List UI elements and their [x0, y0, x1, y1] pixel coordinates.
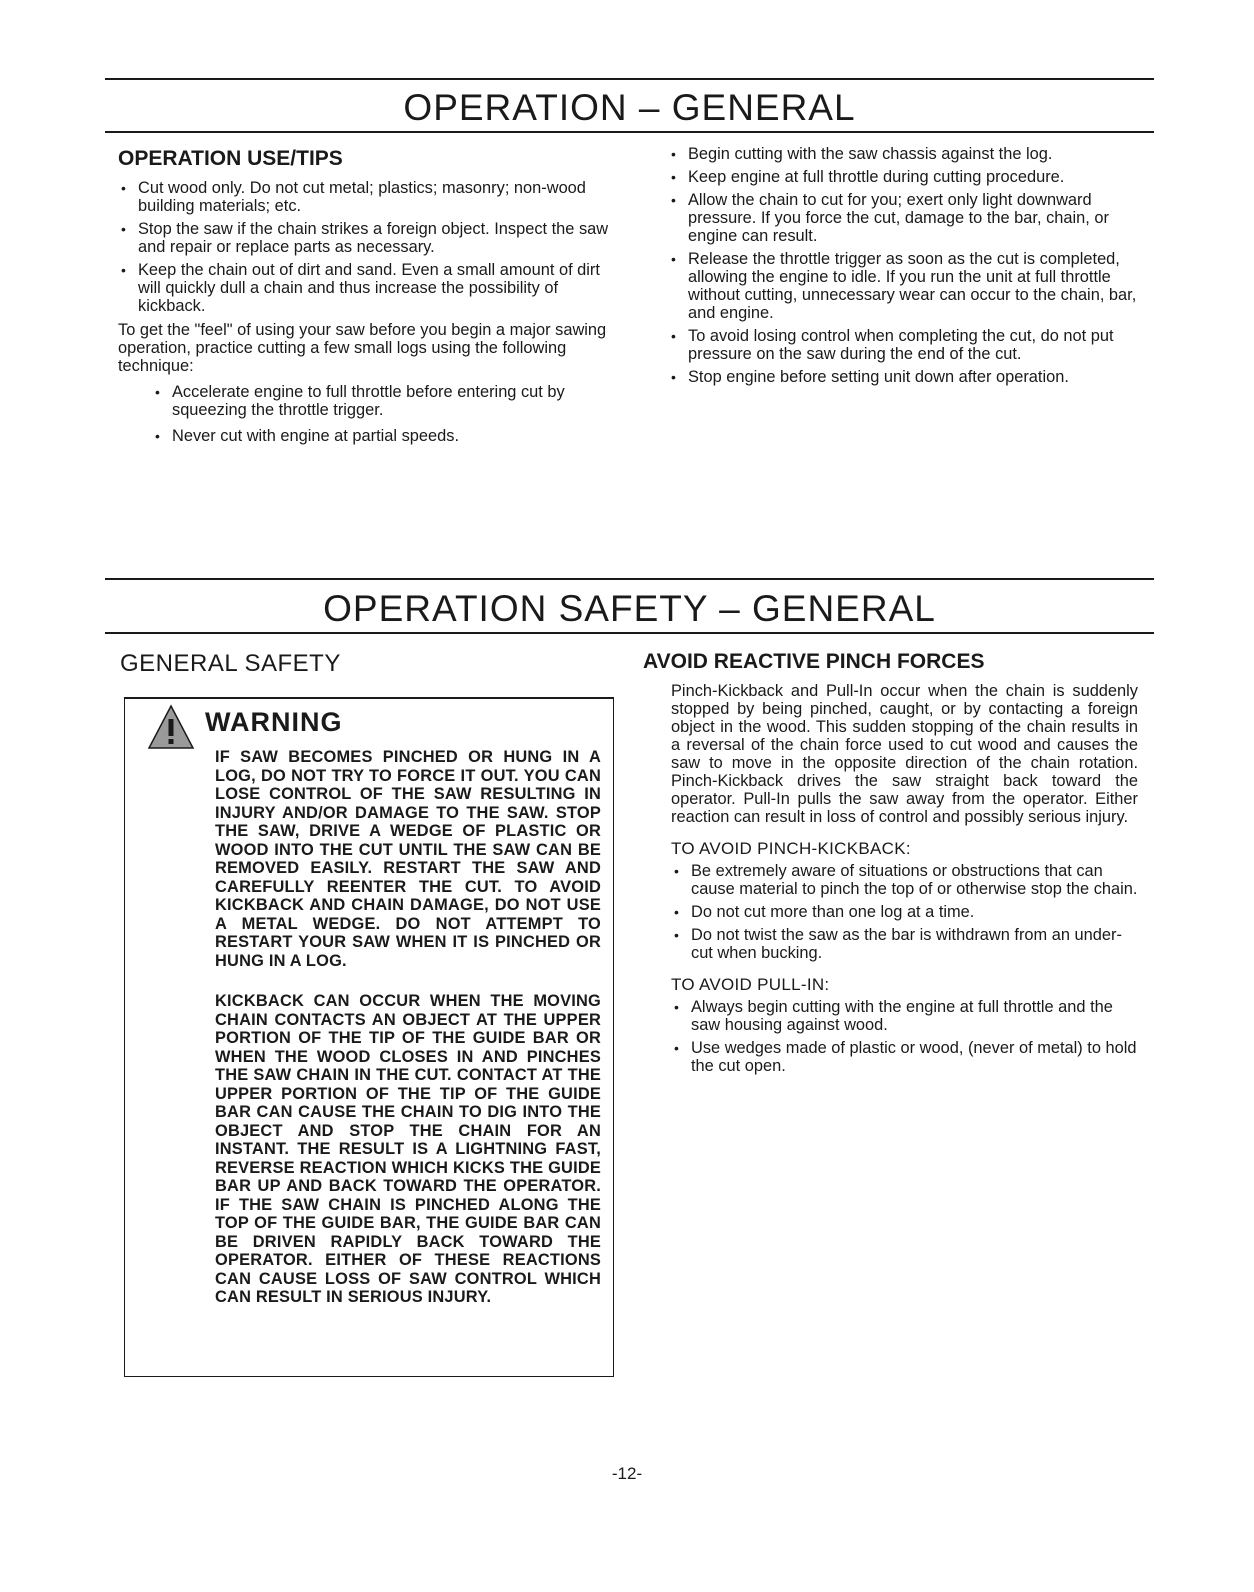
warning-triangle-icon [147, 703, 195, 751]
list-item: • Accelerate engine to full throttle before entering cut by squeezing the throttle trigger. [152, 383, 616, 419]
warning-box [124, 697, 614, 1377]
list-item: • Keep engine at full throttle during cutting procedure. [668, 168, 1140, 186]
section1-top-rule [105, 78, 1154, 80]
technique-list [152, 383, 616, 445]
section2-title: OPERATION SAFETY – GENERAL [323, 588, 936, 629]
warning-text [215, 748, 601, 1329]
warning-paragraph-pinched: IF SAW BECOMES PINCHED OR HUNG IN A LOG, DO NOT TRY TO FORCE IT OUT. YOU CAN LOSE CONTROL OF THE SAW RESULTING IN INJURY AND/OR DAMAGE TO THE SAW. STOP THE SAW, DRIVE A WEDGE OF PLASTIC OR WOOD INTO THE CUT UNTIL THE SAW CAN BE REMOVED EASILY. RESTART THE SAW AND CAREFULLY REENTER THE CUT. TO AVOID KICKBACK AND CHAIN DAMAGE, DO NOT USE A METAL WEDGE. DO NOT ATTEMPT TO RESTART YOUR SAW WHEN IT IS PINCHED OR HUNG IN A LOG. [215, 748, 601, 970]
warning-label: WARNING [205, 707, 343, 737]
section1-bottom-rule [105, 131, 1154, 133]
page-number: -12- [611, 1464, 643, 1483]
avoid-pinch-forces-heading: AVOID REACTIVE PINCH FORCES [643, 650, 985, 673]
pinch-forces-intro: Pinch-Kickback and Pull-In occur when the chain is suddenly stopped by being pinched, caught, or by contacting a foreign object in the wood. This sudden stopping of the chain results in a reversal of the chain force used to cut wood and causes the saw to move in the opposite direction of the chain rotation. Pinch-Kickback drives the saw straight back toward the operator. Pull-In pulls the saw away from the operator. Either reaction can result in loss of control and possibly serious injury. [671, 682, 1138, 826]
section2-top-rule [105, 578, 1154, 580]
list-item: • Cut wood only. Do not cut metal; plastics; masonry; non-wood building materials; etc. [118, 179, 616, 215]
section1-right-column [668, 145, 1140, 391]
list-item: • Stop the saw if the chain strikes a foreign object. Inspect the saw and repair or replace parts as necessary. [118, 220, 616, 256]
list-item: • Release the throttle trigger as soon as the cut is completed, allowing the engine to idle. If you run the unit at full throttle without cutting, unnecessary wear can occur to the chain, bar, and engine. [668, 250, 1140, 322]
general-safety-heading: GENERAL SAFETY [120, 650, 341, 677]
warning-paragraph-kickback: KICKBACK CAN OCCUR WHEN THE MOVING CHAIN CONTACTS AN OBJECT AT THE UPPER PORTION OF THE TIP OF THE GUIDE BAR OR WHEN THE WOOD CLOSES IN AND PINCHES THE SAW CHAIN IN THE CUT. CONTACT AT THE UPPER PORTION OF THE TIP OF THE GUIDE BAR CAN CAUSE THE CHAIN TO DIG INTO THE OBJECT AND STOP THE CHAIN FOR AN INSTANT. THE RESULT IS A LIGHTNING FAST, REVERSE REACTION WHICH KICKS THE GUIDE BAR UP AND BACK TOWARD THE OPERATOR. IF THE SAW CHAIN IS PINCHED ALONG THE TOP OF THE GUIDE BAR, THE GUIDE BAR CAN BE DRIVEN RAPIDLY BACK TOWARD THE OPERATOR. EITHER OF THESE REACTIONS CAN CAUSE LOSS OF SAW CONTROL WHICH CAN RESULT IN SERIOUS INJURY. [215, 992, 601, 1306]
section2-bottom-rule [105, 632, 1154, 634]
section1-left-column [118, 147, 616, 453]
section1-title: OPERATION – GENERAL [403, 87, 856, 128]
list-item: • Do not twist the saw as the bar is withdrawn from an under-cut when bucking. [671, 926, 1138, 962]
avoid-pull-in-label: TO AVOID PULL-IN: [671, 975, 830, 994]
technique-intro: To get the "feel" of using your saw before you begin a major sawing operation, practice cutting a few small logs using the following technique: [118, 321, 607, 375]
cutting-tips-list [668, 145, 1140, 386]
avoid-kickback-list [671, 862, 1138, 962]
operation-tips-list [118, 179, 616, 315]
list-item: • Begin cutting with the saw chassis against the log. [668, 145, 1140, 163]
avoid-pull-in-list [671, 998, 1138, 1075]
list-item: • Allow the chain to cut for you; exert only light downward pressure. If you force the cut, damage to the bar, chain, or engine can result. [668, 191, 1140, 245]
list-item: • Never cut with engine at partial speeds. [152, 427, 616, 445]
avoid-kickback-label: TO AVOID PINCH-KICKBACK: [671, 839, 911, 858]
list-item: • Always begin cutting with the engine at full throttle and the saw housing against wood. [671, 998, 1138, 1034]
list-item: • Stop engine before setting unit down after operation. [668, 368, 1140, 386]
operation-use-tips-heading: OPERATION USE/TIPS [118, 147, 343, 170]
list-item: • Be extremely aware of situations or obstructions that can cause material to pinch the top of or otherwise stop the chain. [671, 862, 1138, 898]
list-item: • Keep the chain out of dirt and sand. Even a small amount of dirt will quickly dull a chain and thus increase the possibility of kickback. [118, 261, 616, 315]
list-item: • To avoid losing control when completing the cut, do not put pressure on the saw during the end of the cut. [668, 327, 1140, 363]
list-item: • Use wedges made of plastic or wood, (never of metal) to hold the cut open. [671, 1039, 1138, 1075]
list-item: • Do not cut more than one log at a time. [671, 903, 1138, 921]
section2-right-column [645, 650, 1138, 1080]
